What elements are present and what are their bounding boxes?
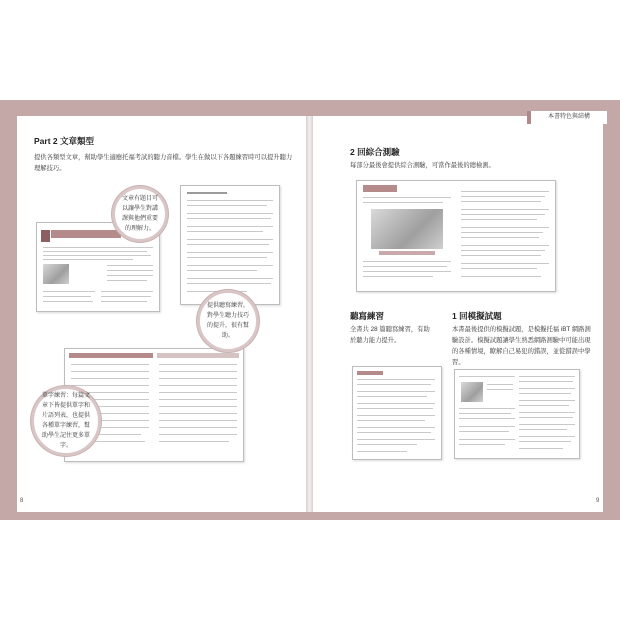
sample-page-review-test	[356, 180, 556, 292]
page-number-right: 9	[596, 498, 600, 504]
page-number-left: 8	[20, 498, 24, 504]
sample-page-mock-test	[454, 369, 580, 459]
sample-page-listening	[180, 185, 280, 305]
dictation-heading: 聽寫練習	[350, 311, 385, 321]
mock-test-heading: 1 回模擬試題	[452, 311, 502, 321]
review-body: 每部分最後會提供綜合測驗，可當作最後的總檢測。	[350, 162, 495, 169]
callout-vocabulary: 單字練習：每篇文章下皆提供單字和片語列表，也提供各種單字練習，幫助學生記住更多單字。	[31, 386, 101, 456]
callout-article-questions: 文章有題目可以讓學生對講課與他們重要的理解力。	[112, 186, 168, 242]
mock-test-body: 本書最後提供的模擬試題，是模擬托福 iBT 網路測驗設計。模擬試題讓學生熟悉網路測驗中可能出現的各種情境，瞭解自己易犯的錯誤，並從錯誤中學習。	[452, 326, 591, 366]
part2-heading: Part 2 文章類型	[34, 136, 94, 146]
part2-body: 提供各類型文章，幫助學生適應托福考試的聽力音檔。學生在做以下各題練習時可以提升聽力理解技巧。	[34, 154, 293, 172]
book-gutter	[306, 116, 313, 512]
review-heading: 2 回綜合測驗	[350, 147, 400, 157]
callout-dictation: 提供聽寫練習，對學生聽力技巧的提升，很有幫助。	[197, 290, 259, 352]
header-tab: 本書特色與結構	[527, 111, 607, 124]
dictation-body: 全書共 28 篇聽寫練習，有助於聽力能力提升。	[350, 326, 430, 344]
sample-page-dictation	[352, 366, 442, 460]
